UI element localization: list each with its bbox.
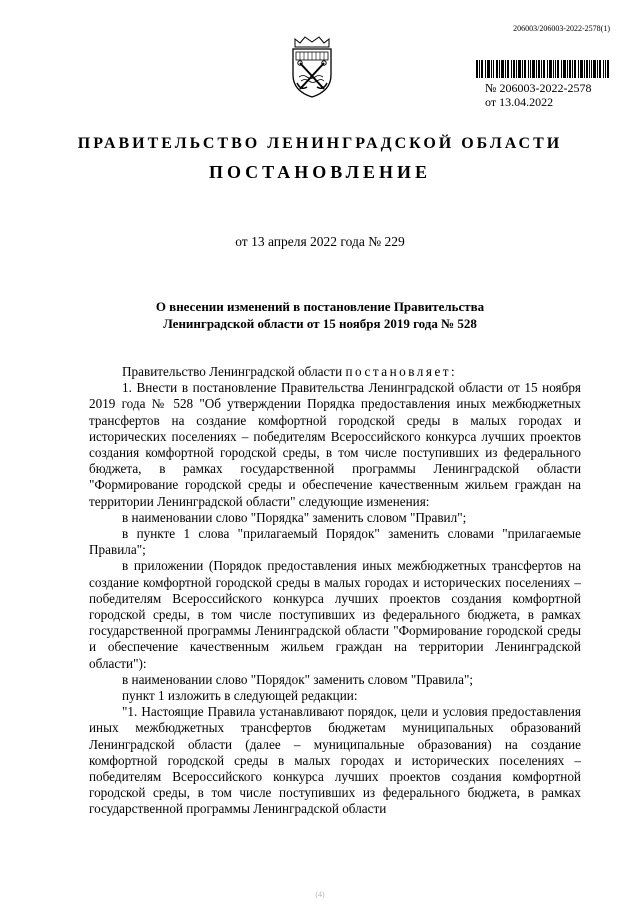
intro-paragraph — [89, 364, 581, 380]
paragraph-7: "1. Настоящие Правила устанавливают порядок, цели и условия предоставления иных межбюджетных трансфертов бюджетам муниципальных образований Ленинградской области (далее – муниципальные образования) на создание комфортной городской среды в малых городах и исторических поселениях – победителям Всероссийского конкурса лучших проектов создания комфортной городской среды, в том числе поступивших из федерального бюджета, в рамках государственной программы Ленинградской области — [89, 704, 581, 817]
document-date-number: от 13 апреля 2022 года № 229 — [235, 234, 405, 249]
intro-prefix: Правительство Ленинградской области — [122, 364, 346, 379]
document-subject — [0, 298, 640, 332]
subject-line-1: О внесении изменений в постановление Правительства — [155, 299, 485, 314]
page-footer-mark: (4) — [315, 890, 325, 899]
leningrad-oblast-coat-of-arms-icon — [287, 33, 337, 99]
document-id: 206003/206003-2022-2578(1) — [513, 24, 610, 33]
paragraph-1: 1. Внести в постановление Правительства Ленинградской области от 15 ноября 2019 года № 528 "Об утверждении Порядка предоставления иных межбюджетных трансфертов на создание комфортной городской среды в малых городах и исторических поселениях – победителям Всероссийского конкурса лучших проектов создания комфортной городской среды, в том числе поступивших из федерального бюджета, в рамках государственной программы Ленинградской области "Формирование городской среды и обеспечение качественным жильем граждан на территории Ленинградской области" следующие изменения: — [89, 380, 581, 509]
subject-line-2: Ленинградской области от 15 ноября 2019 года № 528 — [163, 316, 477, 331]
paragraph-2: в наименовании слово "Порядка" заменить словом "Правил"; — [122, 509, 467, 525]
document-type: ПОСТАНОВЛЕНИЕ — [208, 162, 432, 182]
paragraph-3: в пункте 1 слова "прилагаемый Порядок" заменить словами "прилагаемые Правила"; — [89, 526, 581, 558]
registration-number: № 206003-2022-2578 — [485, 81, 592, 95]
paragraph-5: в наименовании слово "Порядок" заменить словом "Правила"; — [122, 671, 474, 687]
paragraph-4: в приложении (Порядок предоставления иных межбюджетных трансфертов на создание комфортной городской среды в малых городах и исторических поселениях – победителям Всероссийского конкурса лучших проектов создания комфортной городской среды, в том числе поступивших из федерального бюджета, в рамках государственной программы Ленинградской области "Формирование городской среды и обеспечение качественным жильем граждан на территории Ленинградской области"): — [89, 558, 581, 671]
barcode-icon — [476, 60, 609, 78]
registration-block — [485, 81, 591, 109]
intro-verb: постановляет: — [345, 364, 458, 379]
government-title: ПРАВИТЕЛЬСТВО ЛЕНИНГРАДСКОЙ ОБЛАСТИ — [77, 135, 563, 152]
paragraph-6: пункт 1 изложить в следующей редакции: — [122, 688, 358, 704]
document-body — [89, 364, 581, 818]
registration-date: от 13.04.2022 — [485, 95, 554, 109]
